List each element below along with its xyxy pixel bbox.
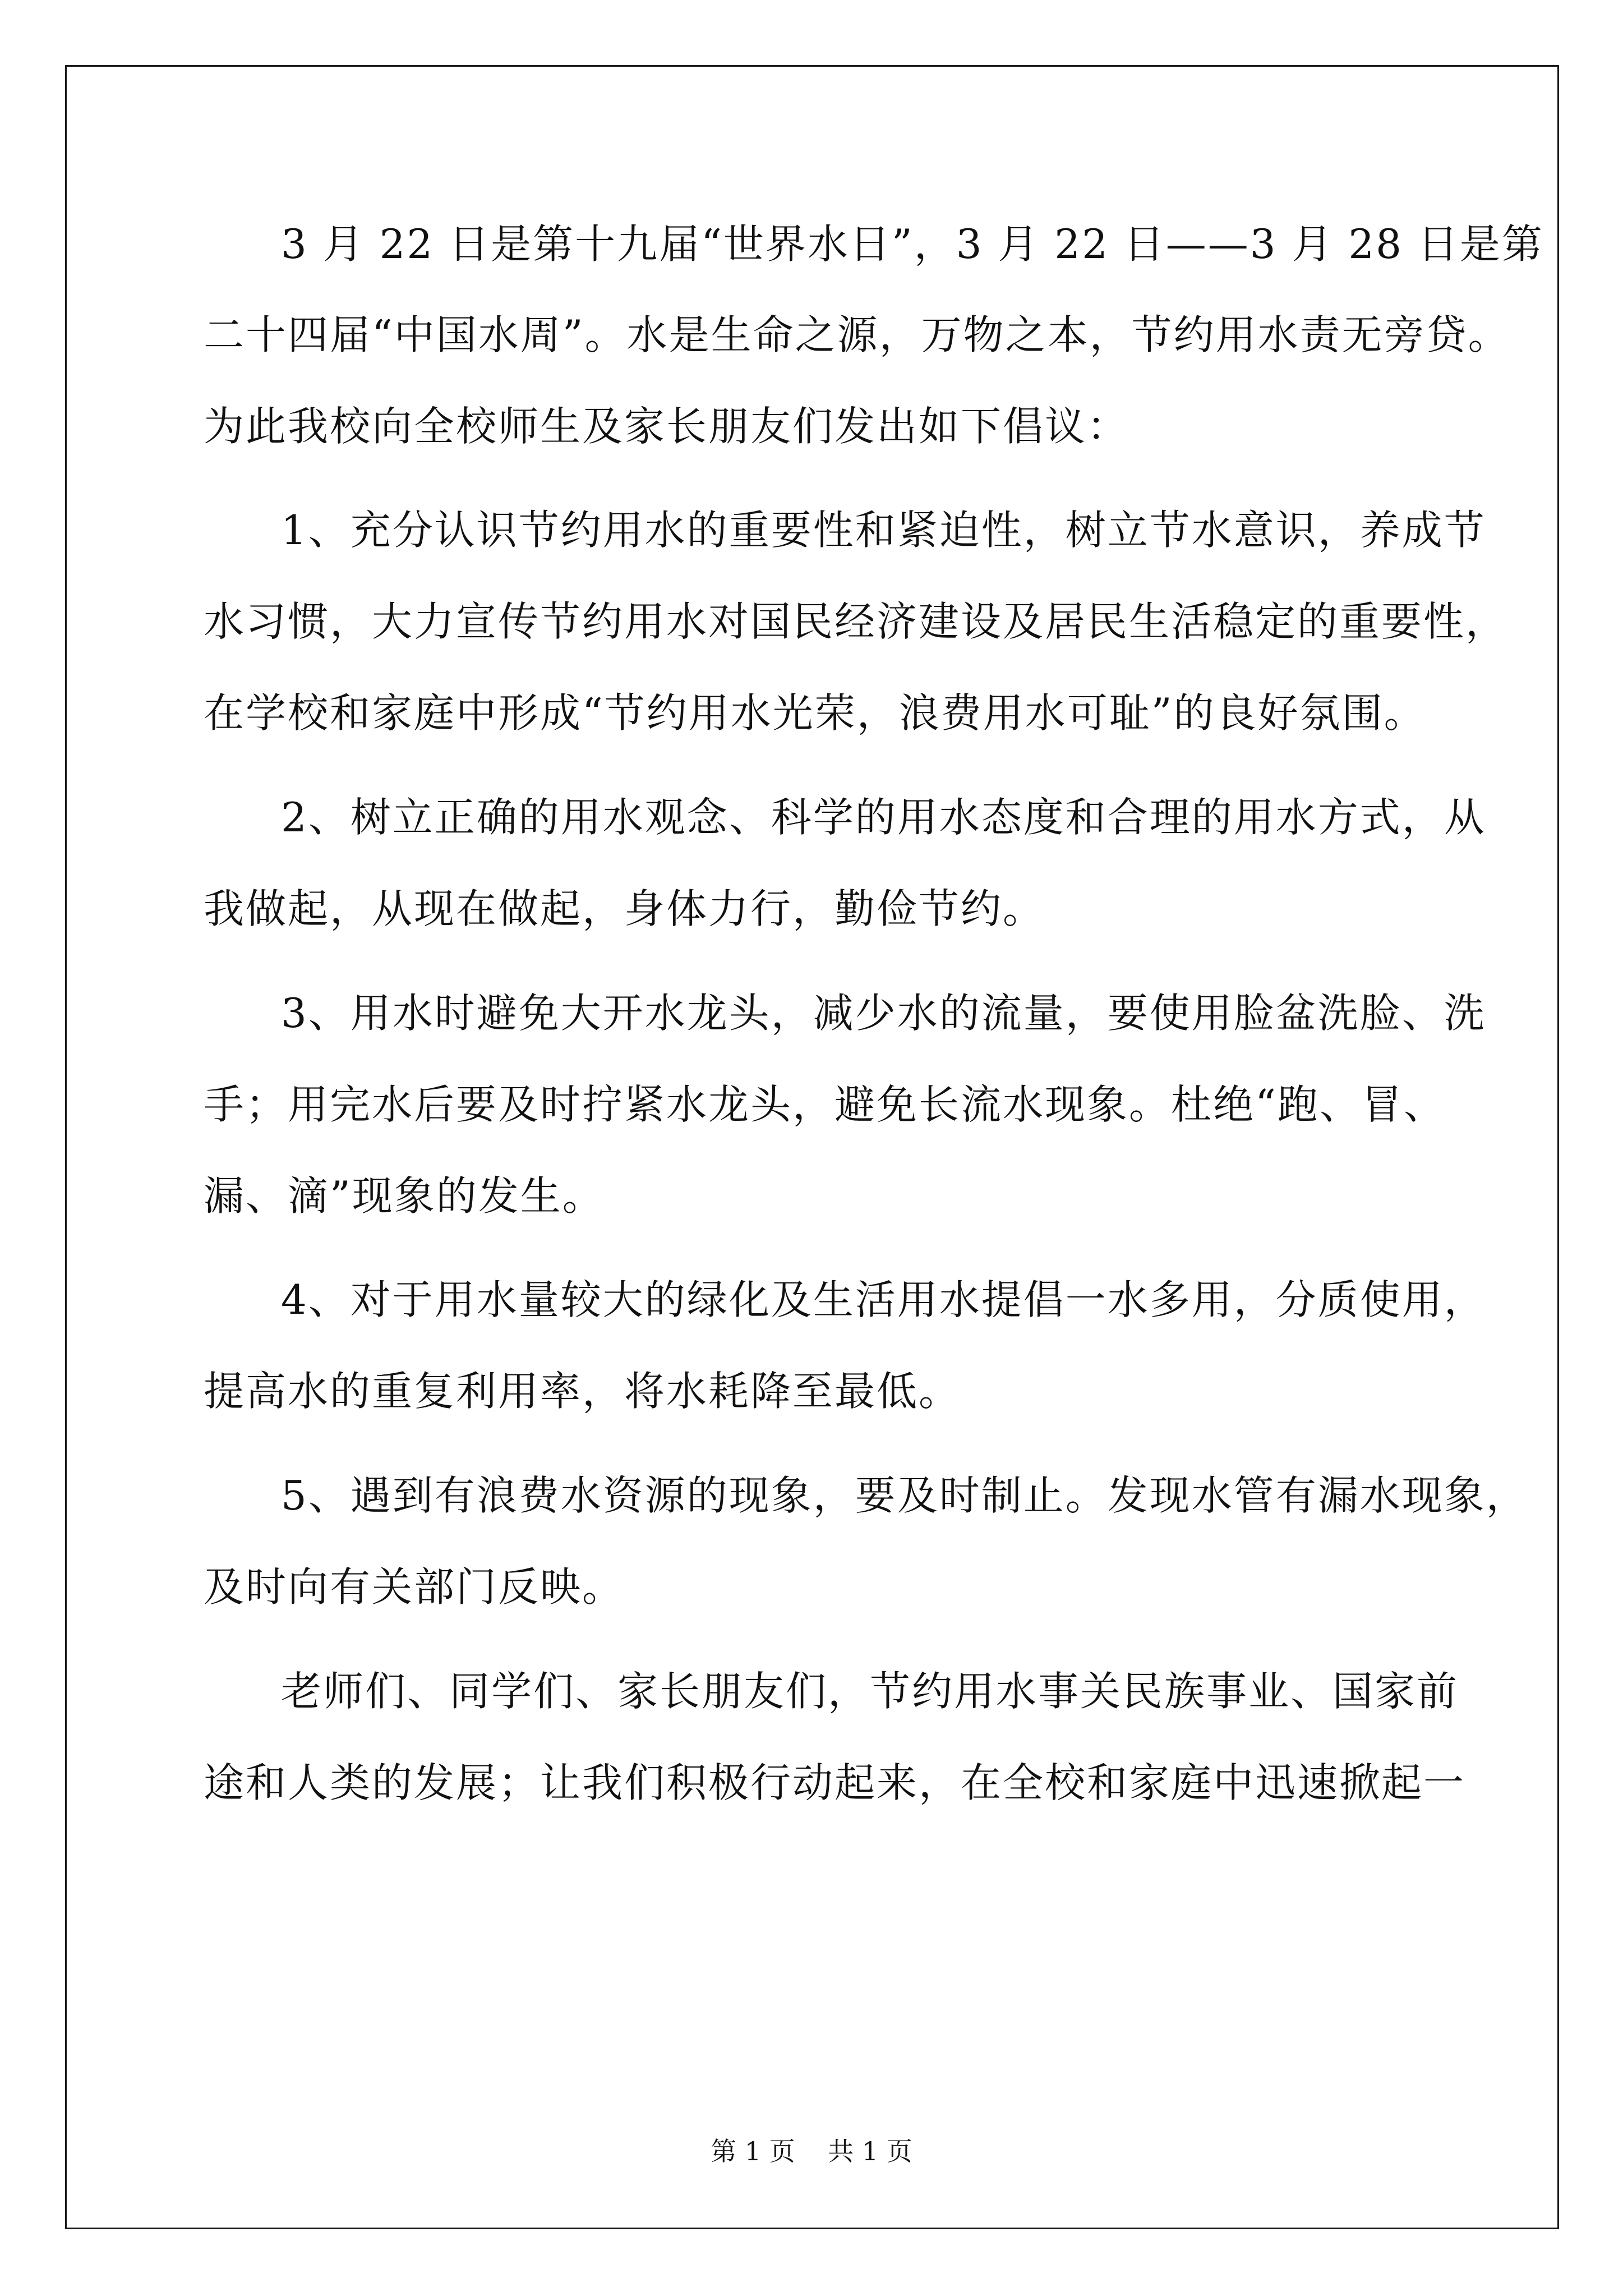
text-line: 水习惯，大力宣传节约用水对国民经济建设及居民生活稳定的重要性， xyxy=(204,598,1508,645)
text-line: 我做起，从现在做起，身体力行，勤俭节约。 xyxy=(204,885,1045,932)
text-line: 手；用完水后要及时拧紧水龙头，避免长流水现象。杜绝“跑、冒、 xyxy=(204,1081,1446,1128)
text-line: 提高水的重复利用率，将水耗降至最低。 xyxy=(204,1368,961,1415)
page-footer xyxy=(0,2134,1623,2168)
text-line: 漏、滴”现象的发生。 xyxy=(204,1172,605,1220)
text-line: 3、用水时避免大开水龙头，减少水的流量，要使用脸盆洗脸、洗 xyxy=(281,990,1486,1037)
text-line: 在学校和家庭中形成“节约用水光荣，浪费用水可耻”的良好氛围。 xyxy=(204,689,1426,737)
text-line: 及时向有关部门反映。 xyxy=(204,1563,625,1611)
text-line: 二十四届“中国水周”。水是生命之源，万物之本，节约用水责无旁贷。 xyxy=(204,311,1510,358)
page-number-label: 第 1 页 共 1 页 xyxy=(711,2136,912,2166)
text-line: 老师们、同学们、家长朋友们，节约用水事关民族事业、国家前 xyxy=(281,1668,1459,1715)
text-line: 1、充分认识节约用水的重要性和紧迫性，树立节水意识，养成节 xyxy=(281,507,1486,554)
text-line: 3 月 22 日是第十九届“世界水日”，3 月 22 日——3 月 28 日是第 xyxy=(281,220,1544,268)
text-line: 途和人类的发展；让我们积极行动起来，在全校和家庭中迅速掀起一 xyxy=(204,1759,1466,1806)
text-line: 2、树立正确的用水观念、科学的用水态度和合理的用水方式，从 xyxy=(281,794,1486,841)
text-line: 为此我校向全校师生及家长朋友们发出如下倡议： xyxy=(204,403,1129,450)
page-border xyxy=(65,65,1559,2229)
text-line: 5、遇到有浪费水资源的现象，要及时制止。发现水管有漏水现象， xyxy=(281,1472,1528,1519)
text-line: 4、对于用水量较大的绿化及生活用水提倡一水多用，分质使用， xyxy=(281,1276,1486,1323)
